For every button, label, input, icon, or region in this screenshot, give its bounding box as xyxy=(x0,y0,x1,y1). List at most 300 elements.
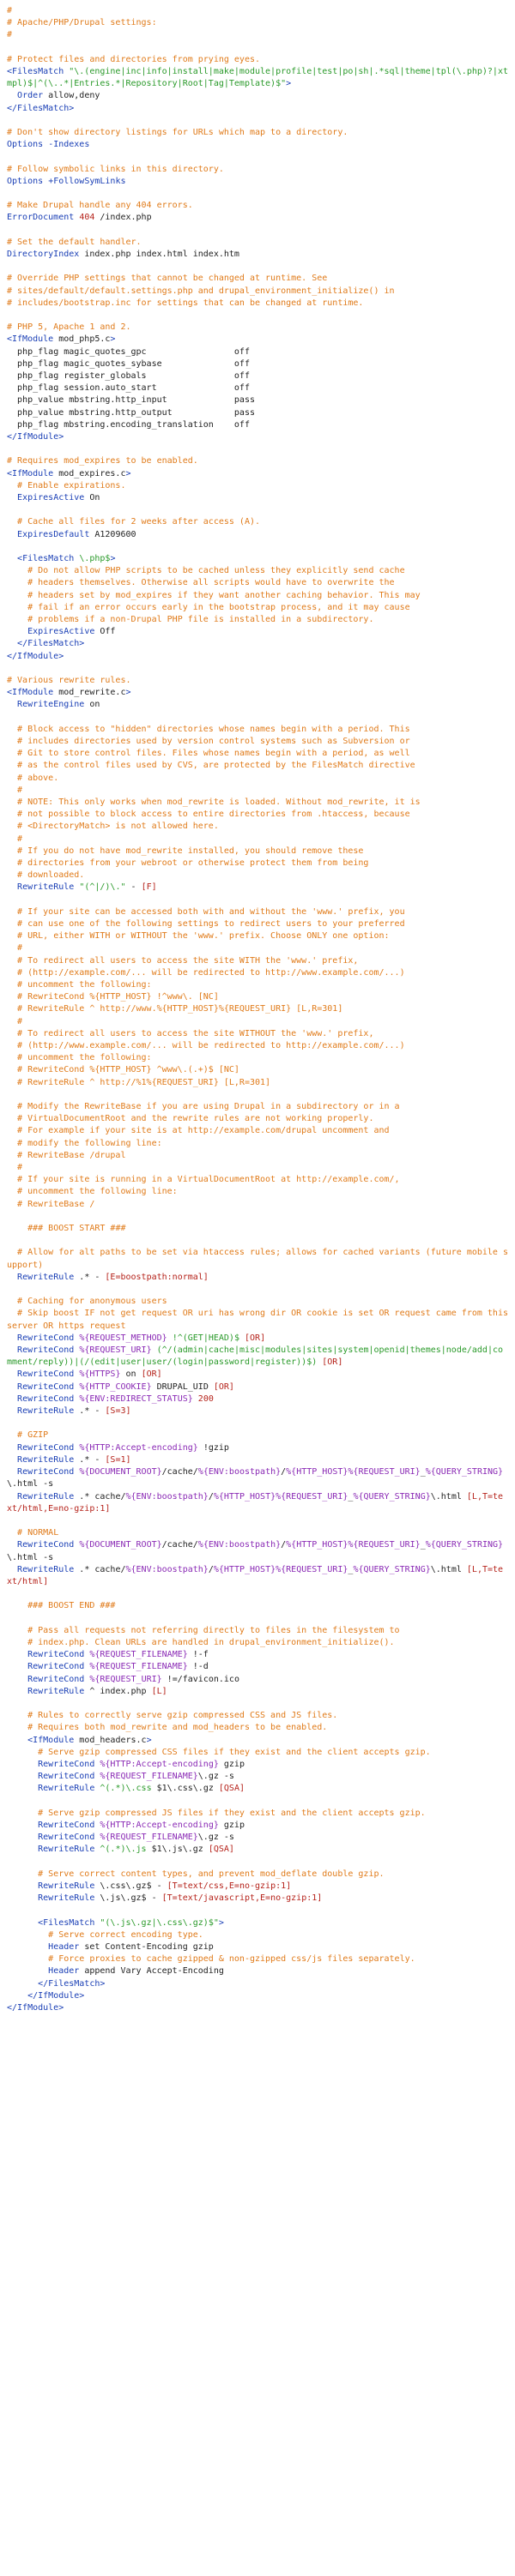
code-token: <FilesMatch xyxy=(17,553,75,563)
code-token: mod_expires.c xyxy=(53,468,126,478)
code-line xyxy=(7,967,508,979)
code-line xyxy=(7,651,508,663)
code-line xyxy=(7,1138,508,1150)
code-token: gzip xyxy=(218,1759,245,1769)
code-line xyxy=(7,1857,508,1869)
code-token: ### BOOST END ### xyxy=(7,1601,116,1611)
code-token: </IfModule> xyxy=(27,1990,85,2001)
code-token: # includes directories used by version control systems such as Subversion or xyxy=(7,737,410,746)
code-line xyxy=(7,1844,508,1856)
code-token: on xyxy=(120,1369,142,1380)
code-line xyxy=(7,626,508,638)
code-token: # Allow for alt paths to be set via htaccess rules; allows for cached variants (future mobile support) xyxy=(7,1248,508,1270)
code-token xyxy=(7,91,17,100)
code-line xyxy=(7,602,508,614)
code-token: %{ENV:boostpath} xyxy=(125,1564,209,1574)
code-line xyxy=(7,748,508,760)
code-line xyxy=(7,1674,508,1686)
code-token: # RewriteCond %{HTTP_HOST} !^www\. [NC] xyxy=(7,992,219,1002)
code-token: .* cache/ xyxy=(74,1491,126,1502)
code-token: RewriteRule xyxy=(17,1406,75,1417)
code-line xyxy=(7,334,508,346)
code-line xyxy=(7,504,508,516)
code-line xyxy=(7,1162,508,1174)
code-token xyxy=(7,1784,38,1793)
code-line xyxy=(7,103,508,115)
code-line xyxy=(7,1625,508,1637)
code-token: [QSA] xyxy=(218,1784,245,1794)
code-token: %{REQUEST_URI} xyxy=(89,1674,162,1684)
code-token: # Do not allow PHP scripts to be cached unless they explicitly send cache xyxy=(7,566,405,576)
code-token: # Apache/PHP/Drupal settings: xyxy=(7,18,157,28)
code-line xyxy=(7,1564,508,1588)
code-line xyxy=(7,1333,508,1345)
code-token: # NORMAL xyxy=(7,1528,59,1538)
code-token: -Indexes xyxy=(48,140,90,150)
code-line xyxy=(7,1016,508,1028)
code-token: # problems if a non-Drupal PHP file is installed in a subdirectory. xyxy=(7,615,374,624)
code-token: # If your site can be accessed both with and without the 'www.' prefix, you xyxy=(7,906,405,917)
code-line xyxy=(7,90,508,102)
code-token: [L] xyxy=(151,1686,167,1696)
code-line xyxy=(7,1929,508,1941)
code-token: %{HTTP:Accept-encoding} xyxy=(79,1442,198,1453)
code-token: RewriteCond xyxy=(17,1369,75,1380)
code-line xyxy=(7,1893,508,1905)
code-token: %{HTTP_COOKIE} xyxy=(79,1381,152,1392)
code-token: \.js\.gz$ - xyxy=(94,1893,162,1904)
code-token: [OR] xyxy=(213,1381,234,1392)
code-token xyxy=(7,1467,17,1477)
code-line xyxy=(7,942,508,954)
code-line xyxy=(7,724,508,736)
code-token: RewriteCond xyxy=(38,1772,95,1782)
code-token: \.html xyxy=(430,1491,467,1502)
code-token: # xyxy=(7,1016,23,1026)
code-line xyxy=(7,565,508,577)
code-line xyxy=(7,188,508,200)
code-token: > xyxy=(125,688,131,698)
code-token xyxy=(7,1966,48,1976)
code-token: php_flag register_globals off xyxy=(7,370,250,381)
code-token: > xyxy=(286,79,292,89)
code-line xyxy=(7,1588,508,1600)
code-token: On xyxy=(84,493,100,503)
code-line xyxy=(7,1600,508,1612)
code-line xyxy=(7,1052,508,1064)
code-line xyxy=(7,638,508,650)
code-token: # PHP 5, Apache 1 and 2. xyxy=(7,322,131,333)
code-line xyxy=(7,1125,508,1137)
code-token: \.html xyxy=(430,1564,467,1574)
code-token: "\.(engine|inc|info|install|make|module|profile|test|po|sh|.*sql|theme|tpl(\.php)?|xtmpl)$|^(\..*|Entries.*|Repository|Root|Tag|Template)$" xyxy=(7,67,508,89)
code-token xyxy=(7,554,17,563)
code-token: / xyxy=(281,1540,287,1550)
code-token: [OR] xyxy=(245,1333,266,1343)
code-line xyxy=(7,785,508,797)
code-token: !=/favicon.ico xyxy=(161,1674,239,1684)
code-token: \.html -s xyxy=(7,1479,54,1490)
code-token: A1209600 xyxy=(89,529,136,539)
code-token: php_flag magic_quotes_sybase off xyxy=(7,358,250,369)
code-line xyxy=(7,918,508,930)
code-line xyxy=(7,906,508,918)
code-line xyxy=(7,492,508,504)
code-line xyxy=(7,846,508,858)
code-token: Header xyxy=(48,1966,80,1977)
code-token: RewriteRule xyxy=(17,882,75,893)
code-token: # uncomment the following: xyxy=(7,1053,152,1063)
code-token: ^(.*)\.js xyxy=(100,1845,147,1855)
code-token: %{ENV:REDIRECT_STATUS} xyxy=(79,1393,193,1404)
code-token xyxy=(7,1991,27,2001)
code-line xyxy=(7,1077,508,1089)
code-token: %{REQUEST_FILENAME} xyxy=(89,1650,188,1660)
code-line xyxy=(7,1905,508,1917)
code-token: .* cache/ xyxy=(74,1564,126,1574)
code-token: "(\.js\.gz|\.css\.gz)$" xyxy=(100,1917,219,1928)
code-token: # URL, either WITH or WITHOUT the 'www.' prefix. Choose ONLY one option: xyxy=(7,931,390,942)
code-token: > xyxy=(146,1735,152,1745)
code-line xyxy=(7,1710,508,1722)
code-line xyxy=(7,286,508,298)
code-token xyxy=(7,1492,17,1502)
code-token: %{ENV:boostpath} xyxy=(125,1491,209,1502)
code-token: $1\.css\.gz xyxy=(151,1784,219,1794)
code-line xyxy=(7,1965,508,1977)
code-line xyxy=(7,115,508,127)
code-line xyxy=(7,249,508,261)
code-token: %{QUERY_STRING} xyxy=(425,1540,504,1550)
code-token: # xyxy=(7,30,13,40)
code-line xyxy=(7,1661,508,1673)
code-line xyxy=(7,1869,508,1881)
code-token: # Skip boost IF not get request OR uri has wrong dir OR cookie is set OR request came from this server OR https request xyxy=(7,1309,514,1331)
code-line xyxy=(7,212,508,224)
code-token: DirectoryIndex xyxy=(7,249,80,259)
code-line xyxy=(7,1174,508,1186)
code-token xyxy=(7,1942,48,1952)
code-token: # RewriteCond %{HTTP_HOST} ^www\.(.+)$ [NC] xyxy=(7,1065,239,1075)
code-token: </IfModule> xyxy=(7,651,64,661)
code-token: %{HTTP:Accept-encoding} xyxy=(100,1759,219,1769)
code-token: 200 xyxy=(197,1393,214,1404)
code-token: # Set the default handler. xyxy=(7,237,142,247)
code-token: %{DOCUMENT_ROOT} xyxy=(79,1467,162,1478)
code-token: 404 xyxy=(79,213,95,223)
code-line xyxy=(7,298,508,310)
code-line xyxy=(7,1211,508,1223)
code-token: / xyxy=(281,1467,287,1478)
code-token: # Don't show directory listings for URLs which map to a directory. xyxy=(7,128,348,137)
code-line xyxy=(7,431,508,443)
code-token: # directories from your webroot or otherwise protect them from being xyxy=(7,858,369,869)
code-token: /cache/ xyxy=(161,1540,198,1550)
code-line xyxy=(7,590,508,602)
code-line xyxy=(7,1186,508,1198)
code-line xyxy=(7,1515,508,1527)
code-token: # Git to store control files. Files whose names begin with a period, as well xyxy=(7,749,410,759)
code-token: RewriteEngine xyxy=(17,700,85,710)
code-token: \.html -s xyxy=(7,1552,54,1562)
code-line xyxy=(7,1089,508,1101)
code-token: ExpiresDefault xyxy=(17,529,90,539)
code-line xyxy=(7,1272,508,1284)
code-token: %{QUERY_STRING} xyxy=(353,1564,431,1574)
code-line xyxy=(7,164,508,176)
code-line xyxy=(7,614,508,626)
code-token: # Serve correct content types, and prevent mod_deflate double gzip. xyxy=(7,1869,385,1879)
code-token: RewriteRule xyxy=(38,1881,95,1891)
code-token: +FollowSymLinks xyxy=(48,176,126,186)
code-token xyxy=(7,1565,17,1574)
code-token: # Caching for anonymous users xyxy=(7,1297,167,1307)
code-token xyxy=(7,1687,27,1696)
code-line xyxy=(7,930,508,942)
code-token: RewriteCond xyxy=(17,1393,75,1404)
code-token: append Vary Accept-Encoding xyxy=(79,1966,224,1977)
code-token: .* - xyxy=(74,1406,106,1417)
code-token: </FilesMatch> xyxy=(7,103,75,113)
code-token xyxy=(7,1845,38,1854)
code-token: # as the control files used by CVS, are protected by the FilesMatch directive xyxy=(7,761,415,771)
code-token: # xyxy=(7,785,23,795)
code-line xyxy=(7,1296,508,1308)
code-token: %{REQUEST_URI} xyxy=(348,1467,421,1478)
code-token: # fail if an error occurs early in the bootstrap process, and it may cause xyxy=(7,602,410,612)
code-token: # not possible to block access to entire directories from .htaccess, because xyxy=(7,810,410,820)
code-token xyxy=(7,1772,38,1781)
code-token: <FilesMatch xyxy=(7,67,70,76)
code-token xyxy=(7,1540,17,1550)
code-line xyxy=(7,1613,508,1625)
code-token: > xyxy=(218,1917,224,1928)
code-line xyxy=(7,151,508,163)
code-token: # Modify the RewriteBase if you are using Drupal in a subdirectory or in a xyxy=(7,1102,400,1112)
code-line xyxy=(7,1686,508,1698)
code-line xyxy=(7,1442,508,1454)
code-line xyxy=(7,310,508,322)
code-line xyxy=(7,1199,508,1211)
code-token: /cache/ xyxy=(161,1467,198,1478)
code-token: # Force proxies to cache gzipped & non-gzipped css/js files separately. xyxy=(7,1954,415,1965)
code-token: [T=text/css,E=no-gzip:1] xyxy=(167,1881,292,1891)
code-token: php_flag magic_quotes_gpc off xyxy=(7,346,250,357)
code-token xyxy=(7,1443,17,1453)
code-token: # If your site is running in a VirtualDocumentRoot at http://example.com/, xyxy=(7,1175,400,1185)
code-token: ErrorDocument xyxy=(7,213,75,223)
code-line xyxy=(7,455,508,467)
code-token: %{REQUEST_URI} xyxy=(79,1345,152,1356)
code-token: RewriteCond xyxy=(17,1345,75,1356)
code-line xyxy=(7,760,508,772)
code-line xyxy=(7,176,508,188)
code-line xyxy=(7,687,508,699)
code-line xyxy=(7,1101,508,1113)
code-token: %{REQUEST_FILENAME} xyxy=(89,1662,188,1672)
code-line xyxy=(7,553,508,565)
code-token xyxy=(7,1833,38,1842)
code-token: [S=3] xyxy=(105,1406,131,1417)
code-token: # Serve gzip compressed CSS files if they exist and the client accepts gzip. xyxy=(7,1747,431,1757)
code-line xyxy=(7,1953,508,1965)
code-token: \.gz -s xyxy=(197,1833,234,1843)
code-token: RewriteCond xyxy=(17,1467,75,1478)
code-token: mod_php5.c xyxy=(53,334,111,345)
code-line xyxy=(7,1040,508,1052)
code-token: %{REQUEST_FILENAME} xyxy=(100,1772,198,1782)
code-token: [OR] xyxy=(141,1369,162,1380)
code-line xyxy=(7,480,508,492)
code-token: <IfModule xyxy=(7,334,54,345)
code-token: # can use one of the following settings to redirect users to your preferred xyxy=(7,919,405,930)
code-token: .* - xyxy=(74,1454,106,1465)
code-token: php_flag session.auto_start off xyxy=(7,383,250,394)
code-token: - xyxy=(125,882,142,893)
code-token xyxy=(7,1650,27,1659)
code-token: <FilesMatch xyxy=(38,1917,95,1928)
code-token: _ xyxy=(348,1491,354,1502)
code-line xyxy=(7,834,508,846)
code-line xyxy=(7,1698,508,1710)
code-token: # RewriteRule ^ http://www.%{HTTP_HOST}%{REQUEST_URI} [L,R=301] xyxy=(7,1004,343,1014)
code-token: RewriteRule xyxy=(17,1272,75,1282)
code-token: on xyxy=(84,700,100,710)
code-token: [S=1] xyxy=(105,1454,131,1465)
code-line xyxy=(7,1393,508,1405)
code-token: RewriteCond xyxy=(17,1333,75,1343)
code-line xyxy=(7,29,508,41)
code-token: # Various rewrite rules. xyxy=(7,676,131,685)
code-token: > xyxy=(125,468,131,478)
code-token: # If you do not have mod_rewrite installed, you should remove these xyxy=(7,846,364,856)
code-token: # Requires both mod_rewrite and mod_headers to be enabled. xyxy=(7,1723,328,1733)
code-token: RewriteCond xyxy=(38,1759,95,1769)
code-token: RewriteCond xyxy=(27,1650,85,1660)
code-line xyxy=(7,1369,508,1381)
code-token xyxy=(7,1333,17,1343)
code-token: \.gz -s xyxy=(197,1772,234,1782)
code-line xyxy=(7,1881,508,1893)
code-token: ### BOOST START ### xyxy=(7,1224,126,1234)
code-token: # modify the following line: xyxy=(7,1138,162,1148)
code-token: # For example if your site is at http://example.com/drupal uncomment and xyxy=(7,1126,390,1136)
code-token: %{HTTPS} xyxy=(79,1369,121,1380)
code-line xyxy=(7,1150,508,1162)
code-line xyxy=(7,1747,508,1759)
code-line xyxy=(7,882,508,894)
code-line xyxy=(7,1223,508,1235)
code-line xyxy=(7,1771,508,1783)
code-token: # Override PHP settings that cannot be changed at runtime. See xyxy=(7,274,328,284)
code-token: # RewriteBase / xyxy=(7,1199,95,1209)
code-token xyxy=(7,1369,17,1379)
code-token: %{REQUEST_URI} xyxy=(276,1564,348,1574)
code-line xyxy=(7,1832,508,1844)
code-token: Header xyxy=(48,1941,80,1952)
code-token: RewriteCond xyxy=(38,1833,95,1843)
code-line xyxy=(7,443,508,455)
code-line xyxy=(7,394,508,406)
code-line xyxy=(7,1247,508,1271)
code-token: %{REQUEST_FILENAME} xyxy=(100,1833,198,1843)
code-token: \.php$ xyxy=(79,553,111,563)
code-token: # Follow symbolic links in this directory. xyxy=(7,164,224,174)
code-line xyxy=(7,991,508,1003)
code-token: # GZIP xyxy=(7,1430,49,1441)
code-token: <IfModule xyxy=(7,688,54,698)
code-line xyxy=(7,1064,508,1076)
code-token: [E=boostpath:normal] xyxy=(105,1272,209,1282)
code-line xyxy=(7,358,508,370)
code-line xyxy=(7,1990,508,2002)
code-token: # NOTE: This only works when mod_rewrite is loaded. Without mod_rewrite, it is xyxy=(7,797,421,808)
code-line xyxy=(7,1820,508,1832)
code-line xyxy=(7,42,508,54)
code-line xyxy=(7,139,508,151)
code-line xyxy=(7,541,508,553)
code-token: Off xyxy=(94,627,116,637)
code-token: # RewriteRule ^ http://%1%{REQUEST_URI} [L,R=301] xyxy=(7,1077,271,1087)
code-line xyxy=(7,1491,508,1515)
code-token: %{REQUEST_METHOD} xyxy=(79,1333,167,1343)
code-token xyxy=(7,1382,17,1392)
code-token: php_value mbstring.http_output pass xyxy=(7,407,255,418)
code-line xyxy=(7,1429,508,1441)
code-token: RewriteRule xyxy=(38,1784,95,1794)
code-token: # Requires mod_expires to be enabled. xyxy=(7,456,198,466)
code-token: index.php index.html index.htm xyxy=(79,249,239,259)
code-token xyxy=(7,627,27,636)
code-token: # xyxy=(7,1163,23,1173)
code-token: </IfModule> xyxy=(7,2002,64,2013)
code-token: # Pass all requests not referring directly to files in the filesystem to xyxy=(7,1625,400,1635)
code-token: # Block access to "hidden" directories whose names begin with a period. This xyxy=(7,724,410,734)
code-token: # above. xyxy=(7,773,59,783)
code-line xyxy=(7,858,508,870)
code-token: %{ENV:boostpath} xyxy=(197,1467,282,1478)
code-token: # (http://www.example.com/... will be redirected to http://example.com/...) xyxy=(7,1041,405,1051)
code-token: [L,T=text/html] xyxy=(7,1564,504,1586)
code-line xyxy=(7,346,508,358)
code-token: RewriteCond xyxy=(27,1662,85,1672)
code-token: php_flag mbstring.encoding_translation off xyxy=(7,419,250,430)
code-token: # xyxy=(7,943,23,954)
code-token: RewriteCond xyxy=(17,1540,75,1550)
code-token: php_value mbstring.http_input pass xyxy=(7,395,255,406)
code-line xyxy=(7,127,508,139)
code-token xyxy=(7,1821,38,1830)
code-token: # downloaded. xyxy=(7,870,85,881)
code-line xyxy=(7,1235,508,1247)
code-line xyxy=(7,699,508,711)
code-token: RewriteRule xyxy=(17,1564,75,1574)
code-line xyxy=(7,1722,508,1734)
code-token: # Protect files and directories from prying eyes. xyxy=(7,54,261,64)
code-token: # uncomment the following: xyxy=(7,980,152,990)
code-line xyxy=(7,1284,508,1296)
code-token: mod_headers.c xyxy=(74,1735,147,1745)
code-line xyxy=(7,1405,508,1417)
code-token xyxy=(7,1406,17,1416)
code-token xyxy=(7,1675,27,1684)
code-line xyxy=(7,225,508,237)
code-line xyxy=(7,237,508,249)
code-token: [QSA] xyxy=(208,1845,234,1855)
code-line xyxy=(7,577,508,589)
code-token: # Serve gzip compressed JS files if they exist and the client accepts gzip. xyxy=(7,1808,426,1818)
code-token: %{DOCUMENT_ROOT} xyxy=(79,1540,162,1550)
